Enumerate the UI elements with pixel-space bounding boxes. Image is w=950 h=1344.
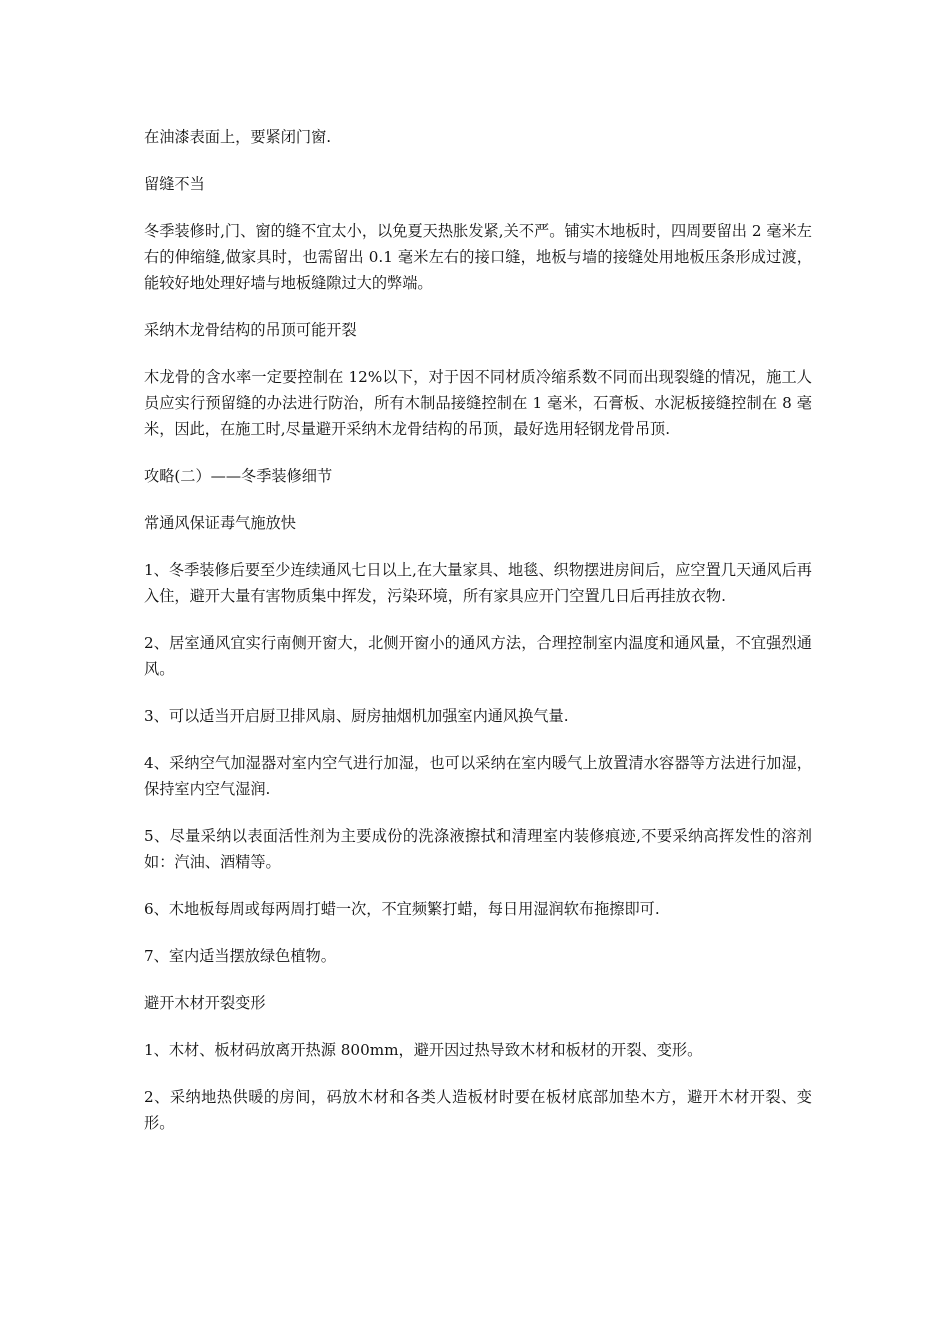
list-item: 4、采纳空气加湿器对室内空气进行加湿，也可以采纳在室内暖气上放置清水容器等方法进行加湿，保持室内空气湿润. bbox=[144, 754, 812, 798]
list-item: 2、居室通风宜实行南侧开窗大，北侧开窗小的通风方法，合理控制室内温度和通风量，不宜强烈通风。 bbox=[144, 634, 812, 678]
section-heading: 避开木材开裂变形 bbox=[144, 994, 266, 1012]
section-heading: 留缝不当 bbox=[144, 175, 205, 193]
list-item: 7、室内适当摆放绿色植物。 bbox=[144, 947, 336, 965]
document-body bbox=[144, 124, 812, 1157]
list-item: 3、可以适当开启厨卫排风扇、厨房抽烟机加强室内通风换气量. bbox=[144, 707, 569, 725]
list-item: 1、冬季装修后要至少连续通风七日以上,在大量家具、地毯、织物摆进房间后，应空置几天通风后再入住，避开大量有害物质集中挥发，污染环境，所有家具应开门空置几日后再挂放衣物. bbox=[144, 561, 812, 605]
paragraph: 冬季装修时,门、窗的缝不宜太小，以免夏天热胀发紧,关不严。铺实木地板时，四周要留出 2 毫米左右的伸缩缝,做家具时，也需留出 0.1 毫米左右的接口缝，地板与墙的接缝处用地板压条形成过渡，能较好地处理好墙与地板缝隙过大的弊端。 bbox=[144, 222, 812, 292]
list-item: 2、采纳地热供暖的房间，码放木材和各类人造板材时要在板材底部加垫木方，避开木材开裂、变形。 bbox=[144, 1088, 812, 1132]
section-heading: 采纳木龙骨结构的吊顶可能开裂 bbox=[144, 321, 357, 339]
list-item: 6、木地板每周或每两周打蜡一次，不宜频繁打蜡，每日用湿润软布拖擦即可. bbox=[144, 900, 660, 918]
section-heading: 常通风保证毒气施放快 bbox=[144, 514, 296, 532]
list-item: 1、木材、板材码放离开热源 800mm，避开因过热导致木材和板材的开裂、变形。 bbox=[144, 1041, 703, 1059]
list-item: 5、尽量采纳以表面活性剂为主要成份的洗涤液擦拭和清理室内装修痕迹,不要采纳高挥发性的溶剂如：汽油、酒精等。 bbox=[144, 827, 812, 871]
section-heading: 攻略(二）——冬季装修细节 bbox=[144, 467, 333, 485]
paragraph: 在油漆表面上，要紧闭门窗. bbox=[144, 128, 332, 146]
paragraph: 木龙骨的含水率一定要控制在 12%以下，对于因不同材质冷缩系数不同而出现裂缝的情况，施工人员应实行预留缝的办法进行防治，所有木制品接缝控制在 1 毫米，石膏板、水泥板接缝控制在 8 毫米，因此，在施工时,尽量避开采纳木龙骨结构的吊顶，最好选用轻钢龙骨吊顶. bbox=[144, 368, 812, 438]
